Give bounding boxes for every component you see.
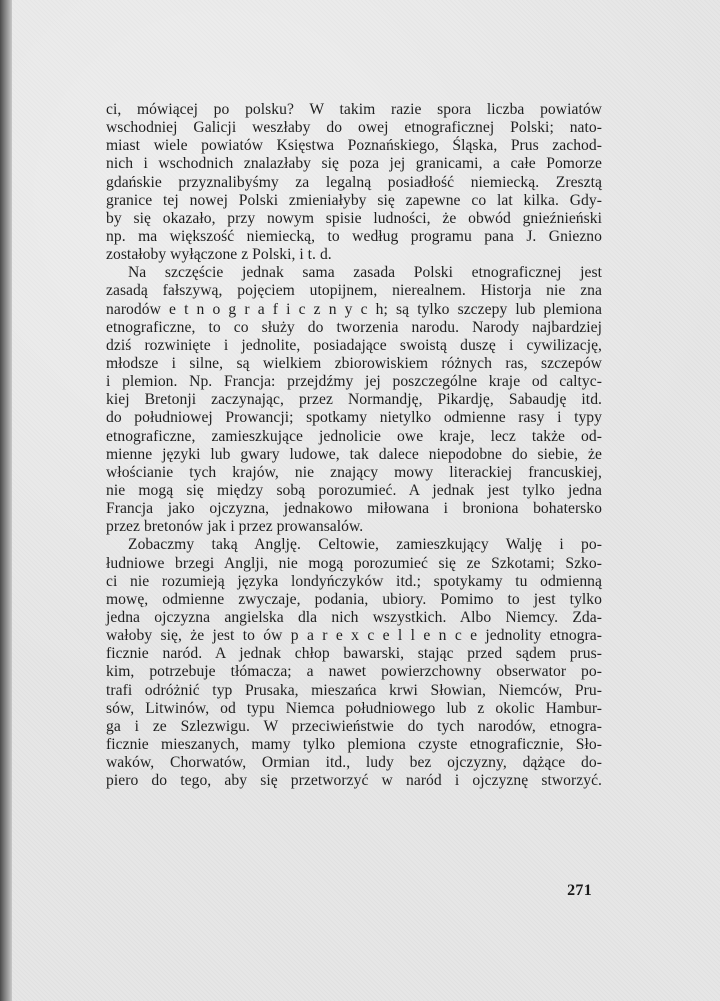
text-line: sów, Litwinów, od typu Niemca południowego lub z okolic Hambur- <box>106 699 602 717</box>
text-line: do południowej Prowancji; spotkamy nietylko odmienne rasy i typy <box>106 409 602 427</box>
text-line: piero do tego, aby się przetworzyć w naród i ojczyznę stworzyć. <box>106 772 602 790</box>
text-line: ficznie mieszanych, mamy tylko plemiona czyste etnograficznie, Sło- <box>106 735 602 753</box>
text-line: ci, mówiącej po polsku? W takim razie spora liczba powiatów <box>106 101 602 118</box>
text-line: młodsze i silne, są wielkiem zbiorowiskiem różnych ras, szczepów <box>106 354 602 372</box>
text-line: ficznie naród. A jednak chłop bawarski, stając przed sądem prus- <box>106 645 602 663</box>
page-number: 271 <box>567 882 592 899</box>
text-line: narodów e t n o g r a f i c z n y c h; są tylko szczepy lub plemiona <box>106 300 602 318</box>
text-line: zostałoby wyłączone z Polski, i t. d. <box>106 246 332 264</box>
text-line: jedna ojczyzna angielska dla nich wszystkich. Albo Niemcy. Zda- <box>106 608 602 626</box>
text-line: Francja jako ojczyzna, jednakowo miłowana i broniona bohatersko <box>106 500 602 518</box>
book-page <box>12 0 720 1001</box>
text-line: np. ma większość niemiecką, to według programu pana J. Gniezno <box>106 227 602 245</box>
text-line: ci nie rozumieją języka londyńczyków itd.; spotykamy tu odmienną <box>106 572 602 590</box>
text-line: waków, Chorwatów, Ormian itd., ludy bez ojczyzny, dążące do- <box>106 754 602 772</box>
text-line: miast wiele powiatów Księstwa Poznańskiego, Śląska, Prus zachod- <box>106 137 602 155</box>
text-line: kiej Bretonji zaczynając, przez Normandję, Pikardję, Sabaudję itd. <box>106 391 602 409</box>
text-line: gdańskie przyznalibyśmy za legalną posiadłość niemiecką. Zresztą <box>106 173 602 191</box>
text-line: by się okazało, przy nowym spisie ludności, że obwód gnieźnieński <box>106 209 602 227</box>
text-line: i plemion. Np. Francja: przejdźmy jej poszczególne kraje od caltyc- <box>106 373 602 391</box>
text-line: wschodniej Galicji weszłaby do owej etnograficznej Polski; nato- <box>106 119 602 137</box>
text-line: trafi odróżnić typ Prusaka, mieszańca krwi Słowian, Niemców, Pru- <box>106 681 602 699</box>
text-line: Na szczęście jednak sama zasada Polski etnograficznej jest <box>128 264 602 282</box>
text-line: dziś rozwinięte i jednolite, posiadające swoistą duszę i cywilizację, <box>106 336 602 354</box>
text-line: mowę, odmienne zwyczaje, podania, ubiory. Pomimo to jest tylko <box>106 590 602 608</box>
text-line: przez bretonów jak i przez prowansalów. <box>106 518 364 536</box>
text-line: etnograficzne, zamieszkujące jednolicie owe kraje, lecz także od- <box>106 427 602 445</box>
text-line: ga i ze Szlezwigu. W przeciwieństwie do tych narodów, etnogra- <box>106 717 602 735</box>
text-line: nie mogą się między sobą porozumieć. A jednak jest tylko jedna <box>106 481 602 499</box>
text-line: mienne języki lub gwary ludowe, tak dalece niepodobne do siebie, że <box>106 445 602 463</box>
text-line: granice tej nowej Polski zmieniałyby się zapewne co lat kilka. Gdy- <box>106 191 602 209</box>
text-line: kim, potrzebuje tłómacza; a nawet powierzchowny obserwator po- <box>106 663 602 681</box>
page-body-text <box>106 101 602 790</box>
text-line: zasadą fałszywą, pojęciem utopijnem, nierealnem. Historja nie zna <box>106 282 602 300</box>
scan-binding-edge <box>0 0 12 1001</box>
text-line: nich i wschodnich znalazłaby się poza jej granicami, a całe Pomorze <box>106 155 602 173</box>
text-line: łudniowe brzegi Anglji, nie mogą porozumieć się ze Szkotami; Szko- <box>106 554 602 572</box>
text-line: wałoby się, że jest to ów p a r e x c e l l e n c e jednolity etnogra- <box>106 627 602 645</box>
text-line: włościanie tych krajów, nie znający mowy literackiej francuskiej, <box>106 463 602 481</box>
text-line: etnograficzne, to co służy do tworzenia narodu. Narody najbardziej <box>106 318 602 336</box>
text-line: Zobaczmy taką Anglję. Celtowie, zamieszkujący Walję i po- <box>128 536 602 554</box>
